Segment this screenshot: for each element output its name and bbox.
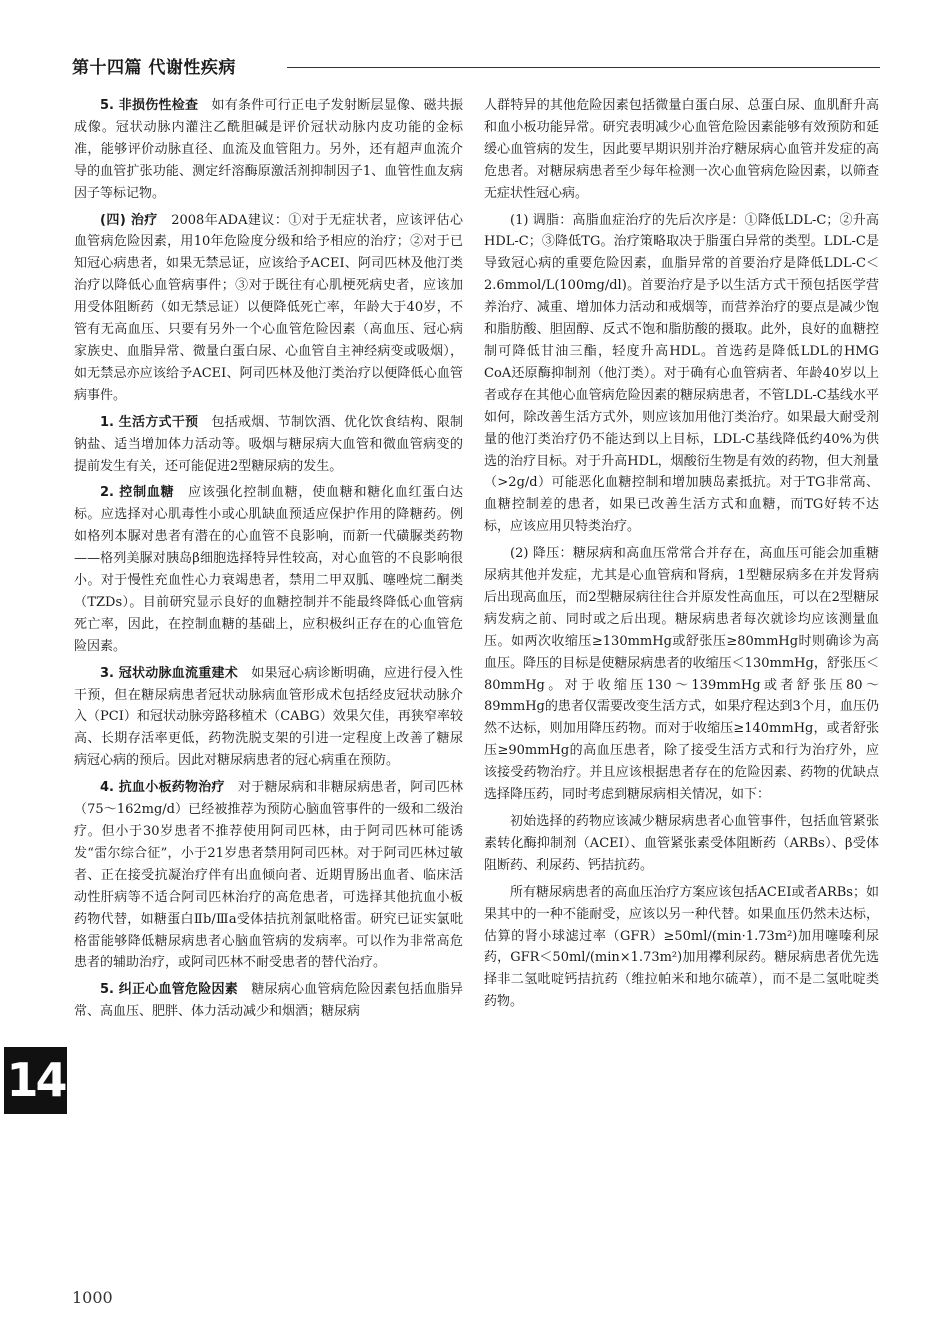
- paragraph-text: (2) 降压：糖尿病和高血压常常合并存在，高血压可能会加重糖尿病其他并发症，尤其是心血管病和肾病，1型糖尿病多在并发肾病后出现高血压，而2型糖尿病往往合并原发性高血压，可以在2型糖尿病发病之前、同时或之后出现。糖尿病患者每次就诊均应该测量血压。如两次收缩压≥130mmHg或舒张压≥80mmHg时则确诊为高血压。降压的目标是使糖尿病患者的收缩压＜130mmHg，舒张压＜80mmHg。对于收缩压130～139mmHg或者舒张压80～89mmHg的患者仅需要改变生活方式，如果疗程达到3个月，血压仍然不达标，则加用降压药物。而对于收缩压≥140mmHg，或者舒张压≥90mmHg的高血压患者，除了接受生活方式和行为治疗外，应该接受药物治疗。并且应该根据患者存在的危险因素、药物的优缺点选择降压药，同时考虑到糖尿病相关情况，如下：: [484, 546, 879, 803]
- paragraph: [74, 412, 463, 478]
- right-column: [484, 95, 879, 1018]
- running-header: [72, 53, 880, 83]
- paragraph-heading: (四) 治疗: [100, 212, 158, 228]
- paragraph: [74, 210, 463, 407]
- paragraph-heading: 2. 控制血糖: [100, 485, 175, 501]
- paragraph-heading: 5. 纠正心血管危险因素: [100, 982, 238, 998]
- paragraph-text: 应该强化控制血糖，使血糖和糖化血红蛋白达标。应选择对心肌毒性小或心肌缺血预适应保护作用的降糖药。例如格列本脲对患者有潜在的心血管不良影响，而新一代磺脲类药物——格列美脲对胰岛β细胞选择特异性较高，对心血管的不良影响很小。对于慢性充血性心力衰竭患者，禁用二甲双胍、噻唑烷二酮类（TZDs）。目前研究显示良好的血糖控制并不能最终降低心血管病死亡率，因此，在控制血糖的基础上，应积极纠正存在的心血管危险因素。: [74, 485, 463, 654]
- paragraph-text: 糖尿病心血管病危险因素包括血脂异常、高血压、肥胖、体力活动减少和烟酒；糖尿病: [74, 982, 463, 1020]
- page-number: 1000: [72, 1288, 113, 1307]
- paragraph-text: 初始选择的药物应该减少糖尿病患者心血管事件，包括血管紧张素转化酶抑制剂（ACEI）、血管紧张素受体阻断药（ARBs）、β受体阻断药、利尿药、钙拮抗药。: [484, 814, 879, 873]
- paragraph: [484, 882, 879, 1013]
- paragraph-text: (1) 调脂：高脂血症治疗的先后次序是：①降低LDL-C；②升高HDL-C；③降低TG。治疗策略取决于脂蛋白异常的类型。LDL-C是导致冠心病的重要危险因素，血脂异常的首要治疗是降低LDL-C＜2.6mmol/L(100mg/dl)。首要治疗是予以生活方式干预包括医学营养治疗、减重、增加体力活动和戒烟等，而营养治疗的要点是减少饱和脂肪酸、胆固醇、反式不饱和脂肪酸的摄取。此外，良好的血糖控制可降低甘油三酯，轻度升高HDL。首选药是降低LDL的HMG CoA还原酶抑制剂（他汀类）。对于确有心血管病者、年龄40岁以上者或存在其他心血管病危险因素的糖尿病患者，不管LDL-C基线水平如何，除改善生活方式外，则应该加用他汀类治疗。如果最大耐受剂量的他汀类治疗仍不能达到以上目标，LDL-C基线降低约40%为供选的治疗目标。对于升高HDL，烟酸衍生物是有效的药物，但大剂量（>2g/d）可能恶化血糖控制和增加胰岛素抵抗。对于TG非常高、血糖控制差的患者，如果已改善生活方式和血糖，而TG好转不达标，应该应用贝特类治疗。: [484, 212, 879, 535]
- paragraph: [74, 777, 463, 974]
- paragraph: [74, 663, 463, 773]
- paragraph: [484, 543, 879, 806]
- paragraph-text: 如有条件可行正电子发射断层显像、磁共振成像。冠状动脉内灌注乙酰胆碱是评价冠状动脉内皮功能的金标准，能够评价动脉直径、血流及血管阻力。另外，还有超声血流介导的血管扩张功能、测定纤溶酶原激活剂抑制因子1、血管性血友病因子等标记物。: [74, 98, 463, 201]
- paragraph-heading: 5. 非损伤性检查: [100, 98, 199, 113]
- paragraph: [74, 979, 463, 1023]
- section-title: 第十四篇 代谢性疾病: [72, 58, 236, 78]
- paragraph-heading: 1. 生活方式干预: [100, 414, 199, 430]
- header-rule: [287, 67, 880, 68]
- left-column: [74, 95, 463, 1028]
- paragraph-text: 如果冠心病诊断明确，应进行侵入性干预，但在糖尿病患者冠状动脉病血管形成术包括经皮冠状动脉介入（PCI）和冠状动脉旁路移植术（CABG）效果欠佳，再狭窄率较高、长期存活率更低，药物洗脱支架的引进一定程度上改善了糖尿病冠心病的预后。因此对糖尿病患者的冠心病重在预防。: [74, 665, 463, 769]
- paragraph-heading: 3. 冠状动脉血流重建术: [100, 665, 238, 681]
- paragraph: [74, 482, 463, 657]
- paragraph-text: 所有糖尿病患者的高血压治疗方案应该包括ACEI或者ARBs；如果其中的一种不能耐受，应该以另一种代替。如果血压仍然未达标，估算的肾小球滤过率（GFR）≥50ml/(min·1.73m²)加用噻嗪利尿药，GFR＜50ml/(min×1.73m²)加用襻利尿药。糖尿病患者优先选择非二氢吡啶钙拮抗药（维拉帕米和地尔硫䓬），而不是二氢吡啶类药物。: [484, 884, 879, 1010]
- chapter-tab: 14: [4, 1047, 67, 1114]
- paragraph-text: 2008年ADA建议：①对于无症状者，应该评估心血管病危险因素，用10年危险度分级和给予相应的治疗；②对于已知冠心病患者，如果无禁忌证，应该给予ACEI、阿司匹林及他汀类治疗以降低心血管病事件；③对于既往有心肌梗死病史者，应该加用受体阻断药（如无禁忌证）以便降低死亡率，年龄大于40岁，不管有无高血压、只要有另外一个心血管危险因素（高血压、冠心病家族史、血脂异常、微量白蛋白尿、心血管自主神经病变或吸烟），如无禁忌亦应该给予ACEI、阿司匹林及他汀类治疗以便降低心血管病事件。: [74, 212, 463, 403]
- paragraph: [74, 95, 463, 205]
- paragraph-text: 对于糖尿病和非糖尿病患者，阿司匹林（75～162mg/d）已经被推荐为预防心脑血管事件的一级和二级治疗。但小于30岁患者不推荐使用阿司匹林，由于阿司匹林可能诱发“雷尔综合征”，小于21岁患者禁用阿司匹林。对于阿司匹林过敏者、正在接受抗凝治疗伴有出血倾向者、近期胃肠出血者、临床活动性肝病等不适合阿司匹林治疗的高危患者，可选择其他抗血小板药物代替，如糖蛋白Ⅱb/Ⅲa受体拮抗剂氯吡格雷。研究已证实氯吡格雷能够降低糖尿病患者心脑血管病的发病率。可以作为非常高危患者的辅助治疗，或阿司匹林不耐受患者的替代治疗。: [74, 780, 463, 971]
- paragraph: [484, 95, 879, 205]
- paragraph-text: 人群特异的其他危险因素包括微量白蛋白尿、总蛋白尿、血肌酐升高和血小板功能异常。研究表明减少心血管危险因素能够有效预防和延缓心血管病的发生，因此要早期识别并治疗糖尿病心血管并发症的高危患者。对糖尿病患者至少每年检测一次心血管病危险因素，以筛查无症状性冠心病。: [484, 98, 879, 201]
- paragraph: [484, 210, 879, 539]
- paragraph: [484, 811, 879, 877]
- paragraph-text: 包括戒烟、节制饮酒、优化饮食结构、限制钠盐、适当增加体力活动等。吸烟与糖尿病大血管和微血管病变的提前发生有关，还可能促进2型糖尿病的发生。: [74, 414, 463, 474]
- paragraph-heading: 4. 抗血小板药物治疗: [100, 780, 225, 796]
